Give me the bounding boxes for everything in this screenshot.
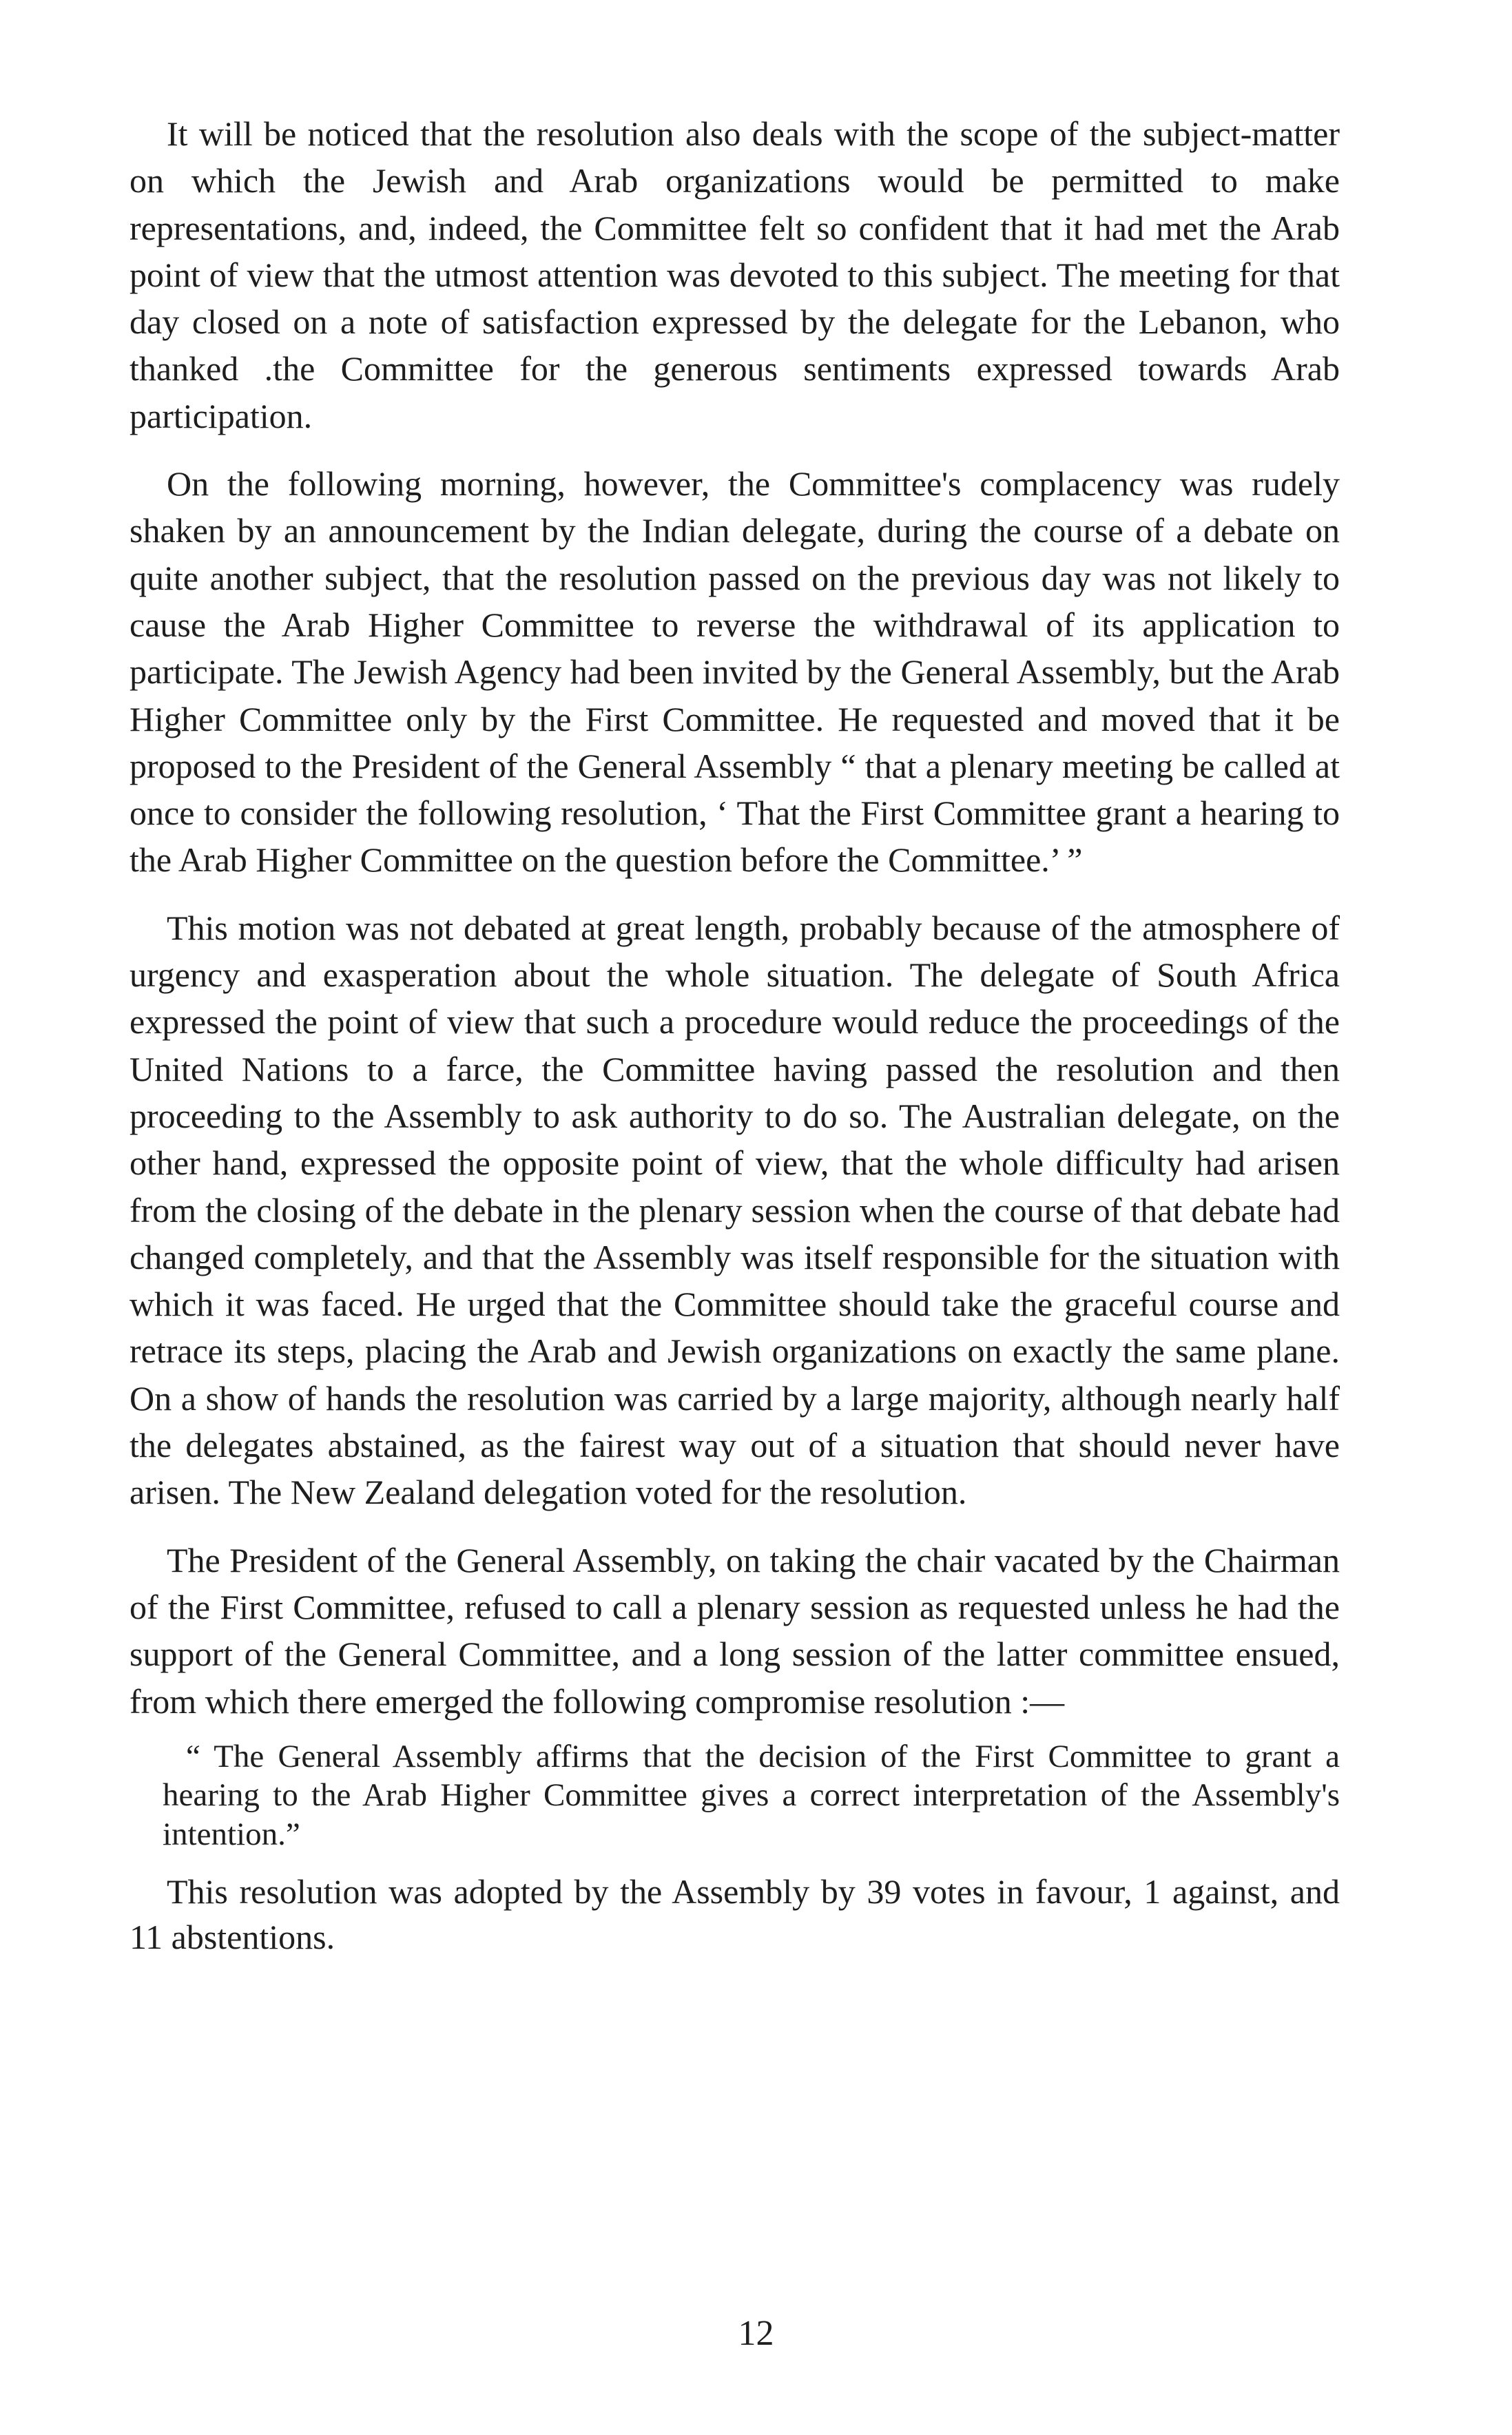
- body-text: [130, 110, 1340, 1980]
- paragraph-resolution-scope: It will be noticed that the resolution also deals with the scope of the subject-matter on which the Jewish and Arab organizations would be permitted to make representations, and, indeed, the Committee felt so confident that it had met the Arab point of view that the utmost attention was devoted to this subject. The meeting for that day closed on a note of satisfaction expressed by the delegate for the Lebanon, who thanked .the Committee for the generous sentiments expressed towards Arab participation.: [130, 114, 1340, 435]
- paragraph-president-compromise: The President of the General Assembly, on taking the chair vacated by the Chairman of the First Committee, refused to call a plenary session as requested unless he had the support of the General Committee, and a long session of the latter committee ensued, from which there emerged the following compromise resolution :—: [130, 1540, 1340, 1721]
- paragraph-vote-result: This resolution was adopted by the Assembly by 39 votes in favour, 1 against, and 11 abstentions.: [130, 1872, 1340, 1957]
- paragraph-indian-delegate: On the following morning, however, the Committee's complacency was rudely shaken by an announcement by the Indian delegate, during the course of a debate on quite another subject, that the resolution passed on the previous day was not likely to cause the Arab Higher Committee to reverse the withdrawal of its application to participate. The Jewish Agency had been invited by the General Assembly, but the Arab Higher Committee only by the First Committee. He requested and moved that it be proposed to the President of the General Assembly “ that a plenary meeting be called at once to consider the following resolution, ‘ That the First Committee grant a hearing to the Arab Higher Committee on the question before the Committee.’ ”: [130, 464, 1340, 880]
- compromise-resolution-quote: “ The General Assembly affirms that the decision of the First Committee to grant a hearing to the Arab Higher Committee gives a correct interpretation of the Assembly's intention.”: [163, 1738, 1340, 1852]
- page-number: 12: [738, 2314, 774, 2353]
- paragraph-motion-debate: This motion was not debated at great length, probably because of the atmosphere of urgency and exasperation about the whole situation. The delegate of South Africa expressed the point of view that such a procedure would reduce the proceedings of the United Nations to a farce, the Committee having passed the resolution and then proceeding to the Assembly to ask authority to do so. The Australian delegate, on the other hand, expressed the opposite point of view, that the whole difficulty had arisen from the closing of the debate in the plenary session when the course of that debate had changed completely, and that the Assembly was itself responsible for the situation with which it was faced. He urged that the Committee should take the graceful course and retrace its steps, placing the Arab and Jewish organizations on exactly the same plane. On a show of hands the resolution was carried by a large majority, although nearly half the delegates abstained, as the fairest way out of a situation that should never have arisen. The New Zealand delegation voted for the resolution.: [130, 908, 1340, 1512]
